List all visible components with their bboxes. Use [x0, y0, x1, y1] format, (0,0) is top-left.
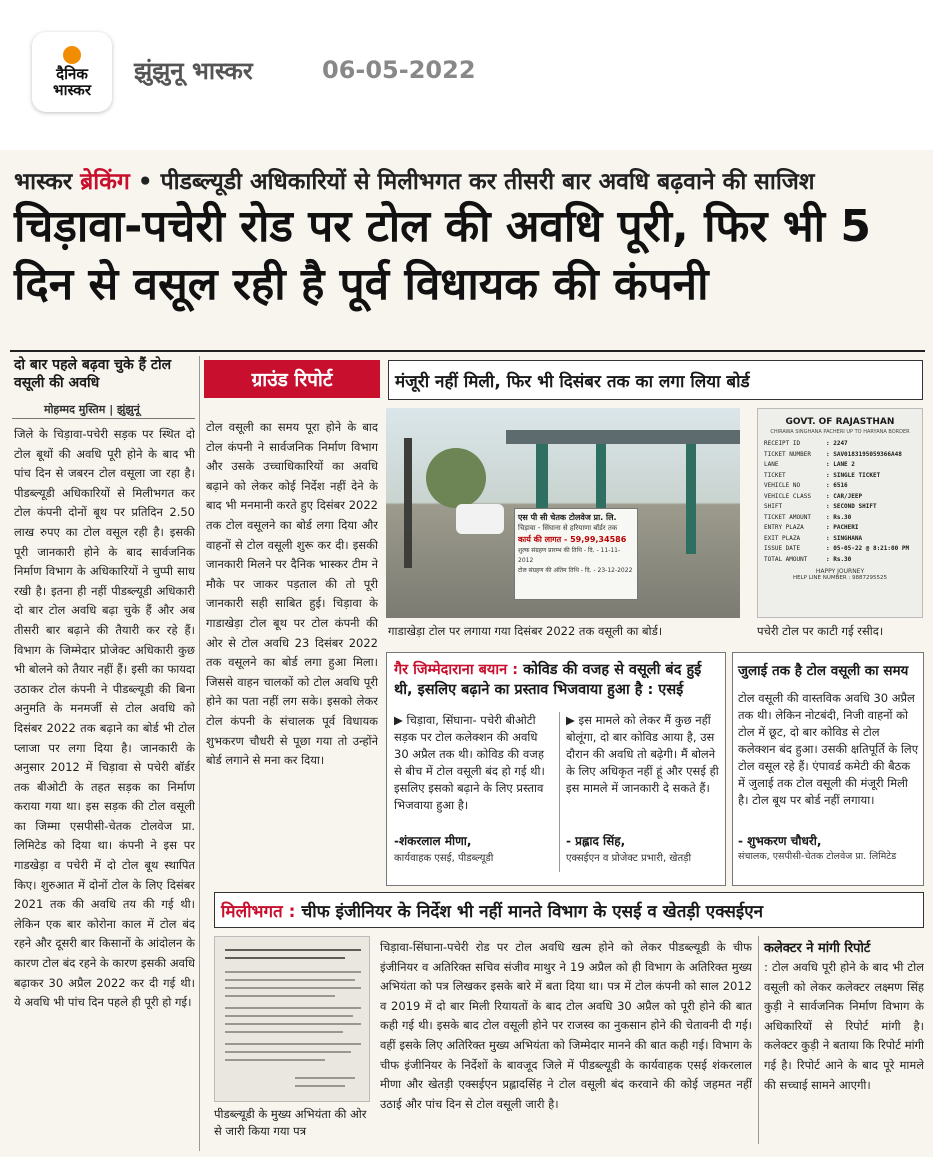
receipt-value: : 05-05-22 @ 8:21:00 PM	[826, 545, 910, 552]
kicker-text: • पीडब्ल्यूडी अधिकारियों से मिलीभगत कर तीसरी बार अवधि बढ़वाने की साजिश	[137, 169, 815, 195]
receipt-key: ISSUE DATE	[764, 545, 801, 552]
sign-line3: कार्य की लागत - 59,99,34586	[518, 535, 627, 544]
receipt-row	[758, 492, 922, 503]
receipt-row	[758, 523, 922, 534]
car	[456, 504, 504, 534]
receipt-helpline: HELP LINE NUMBER : 9887295525	[792, 575, 888, 581]
receipt-key: LANE	[764, 461, 779, 468]
receipt-value: : CAR/JEEP	[826, 492, 863, 500]
receipt-value: : Rs.30	[826, 555, 852, 563]
pole	[404, 438, 412, 568]
receipt-row	[758, 544, 922, 555]
statement-col-a: ▶ चिड़ावा, सिंघाना- पचेरी बीओटी सड़क पर टोल कलेक्शन की अवधि 30 अप्रैल तक थी। कोविड की वजह से बीच में टोल वसूली बंद हो गई थी। इसलिए इसको बढ़ाने के लिए प्रस्ताव भिजवाया हुआ है।	[394, 713, 545, 812]
receipt-key: VEHICLE CLASS	[764, 492, 811, 500]
receipt-value: : SAV0183195059366A48	[826, 450, 902, 458]
receipt-row	[758, 502, 922, 513]
statement-col-b: ▶ इस मामले को लेकर मैं कुछ नहीं बोलूंगा, दो बार कोविड आया है, उस दौरान की अवधि तो बढ़ेगी। मैं बोलने के लिए अधिकृत नहीं हूं और एसई ही इस मामले में जानकारी दे सकते हैं।	[566, 713, 719, 795]
side-headline: दो बार पहले बढ़वा चुके हैं टोल वसूली की अवधि	[14, 357, 172, 391]
toll-signboard	[514, 508, 638, 600]
logo-line1: दैनिक	[56, 65, 88, 83]
collector-body: : टोल अवधि पूरी होने के बाद भी टोल वसूली को लेकर कलेक्टर लक्ष्मण सिंह कुड़ी ने सार्वजनिक निर्माण विभाग के अधिकारियों से रिपोर्ट मांगी है। कलेक्टर कुड़ी ने बताया कि रिपोर्ट मांगी गई है। रिपोर्ट आने के बाद पूरे मामले की सच्चाई सामने आएगी।	[764, 960, 924, 1092]
toll-receipt-photo	[757, 408, 923, 618]
photo2-caption: पचेरी टोल पर काटी गई रसीद।	[757, 624, 884, 638]
receipt-value: : Rs.30	[826, 513, 852, 521]
col1-body: जिले के चिड़ावा-पचेरी सड़क पर स्थित दो टोल बूथों की अवधि पूरी होने के बाद भी पांच दिन से जबरन टोल वसूला जा रहा है। पीडब्ल्यूडी अधिकारियों से मिलीभगत कर टोल कंपनी दोनों बूथ पर प्रतिदिन 2.50 लाख रुपए का टोल वसूल रही है। इसकी पूरी जानकारी होने के बाद सार्वजनिक निर्माण विभाग के अधिकारियों ने चुप्पी साध रखी है। इतना ही नहीं पीडब्ल्यूडी अधिकारी दो बार टोल अवधि बढ़ा चुके हैं और अब तीसरी बार बढ़ाने की तैयारी कर रहे हैं। विभाग के जिम्मेदार प्रोजेक्ट अधिकारी कुछ भी बोलने को तैयार नहीं हैं। इसी का फायदा उठाकर टोल कंपनी ने पीडब्ल्यूडी की बिना अनुमति के मनमर्जी से टोल अवधि को दिसंबर 2022 तक बढ़ाने का बोर्ड भी टोल प्लाजा पर लगा दिया है। जानकारी के अनुसार 2012 में चिड़ावा से पचेरी बॉर्डर तक बीओटी के तहत सड़क का निर्माण कराया गया था। इस सड़क की टोल वसूली का जिम्मा एसपीसी-चेतक टोलवेज प्रा. लिमिटेड को दिया था। कंपनी ने इस पर गाडखेड़ा व पचेरी में दो टोल बूथ स्थापित किए। शुरुआत में दोनों टोल के लिए दिसंबर 2021 तक की अवधि तय की गई थी। लेकिन एक बार कोरोना काल में टोल बंद रहने और दूसरी बार किसानों के आंदोलन के कारण टोल बंद रहने के कारण इसकी अवधि बढ़ाकर 30 अप्रैल 2022 कर दी गई थी। ये अवधि भी पांच दिन पहले ही पूरी हो गई।	[14, 427, 195, 1010]
july-headline: जुलाई तक है टोल वसूली का समय	[738, 663, 909, 679]
statement-label: गैर जिम्मेदाराना बयान :	[394, 662, 518, 678]
receipt-key: VEHICLE NO	[764, 482, 801, 489]
receipt-row	[758, 450, 922, 461]
ground-report-badge: ग्राउंड रिपोर्ट	[204, 360, 380, 398]
receipt-row	[758, 481, 922, 492]
toll-plaza-photo	[386, 408, 740, 618]
receipt-key: TICKET	[764, 471, 786, 479]
sign-line4: शुल्क संग्रहण प्रारम्भ की तिथि - दि. - 11-11-2012	[518, 547, 621, 564]
brand-logo[interactable]	[32, 32, 112, 112]
edition-name[interactable]: झुंझुनू भास्कर	[134, 57, 253, 85]
receipt-key: EXIT PLAZA	[764, 534, 801, 542]
receipt-value: : 2247	[826, 440, 848, 447]
receipt-key: TICKET NUMBER	[764, 450, 811, 458]
july-body: टोल वसूली की वास्तविक अवधि 30 अप्रैल तक थी। लेकिन नोटबंदी, निजी वाहनों को टोल में छूट, दो बार कोविड से टोल कलेक्शन बंद हुआ। उसकी क्षतिपूर्ति के लिए टोल वसूल रहे हैं। एंपावर्ड कमेटी की बैठक में जुलाई तक टोल वसूली की मंजूरी मिली है। टोल बूथ पर बोर्ड नहीं लगाया।	[738, 691, 919, 807]
receipt-row	[758, 439, 922, 450]
receipt-value: : LANE 2	[826, 461, 855, 468]
divider	[12, 418, 195, 419]
receipt-value: : SINGHANA	[826, 534, 863, 542]
photo1-caption: गाडाखेड़ा टोल पर लगाया गया दिसंबर 2022 तक वसूली का बोर्ड।	[388, 624, 663, 638]
statement-col-b-role: एक्सईएन व प्रोजेक्ट प्रभारी, खेतड़ी	[566, 853, 692, 864]
collusion-body: चिड़ावा-सिंघाना-पचेरी रोड पर टोल अवधि खत्म होने को लेकर पीडब्ल्यूडी के चीफ इंजीनियर व अतिरिक्त सचिव संजीव माथुर ने 19 अप्रैल को ही विभाग के अतिरिक्त मुख्य अभियंता को पत्र लिखकर इसके बारे में बता दिया था। पत्र में टोल कंपनी को साल 2012 व 2019 में दो बार मिली रियायतों के बाद टोल अवधि 30 अप्रैल को पूरी होने की बात कही गई थी। इसके बाद टोल वसूली होने पर राजस्व का नुकसान होने की चेतावनी दी गई। वहीं इसके लिए अतिरिक्त मुख्य अभियंता को जिम्मेदार मानने की बात कही गई। विभाग के चीफ इंजीनियर के निर्देशों के बावजूद जिले में पीडब्ल्यूडी के कार्यवाहक एसई शंकरलाल मीणा और खेतड़ी एक्सईएन प्रह्लादसिंह ने टोल वसूली बंद करवाने की कोई जहमत नहीं उठाई और पांच दिन से टोल वसूली जारी है।	[380, 940, 752, 1111]
receipt-value: : SINGLE TICKET	[826, 471, 881, 479]
statement-head: कोविड की वजह से वसूली बंद हुई थी, इसलिए बढ़ाने का प्रस्ताव भिजवाया हुआ है : एसई	[394, 662, 702, 698]
edition-date: 06-05-2022	[322, 56, 476, 84]
receipt-title: GOVT. OF RAJASTHAN	[785, 417, 895, 427]
statement-col-b-signature: - प्रह्लाद सिंह,	[566, 834, 626, 848]
collusion-label: मिलीभगत :	[221, 901, 296, 922]
receipt-key: RECEIPT ID	[764, 440, 801, 447]
receipt-key: ENTRY PLAZA	[764, 524, 804, 531]
statement-col-a-signature: -शंकरलाल मीणा,	[394, 834, 472, 848]
july-role: संचालक, एसपीसी-चेतक टोलवेज प्रा. लिमिटेड	[738, 851, 897, 862]
kicker-brand: भास्कर	[14, 169, 73, 195]
kicker	[14, 164, 814, 196]
receipt-rows	[758, 439, 922, 565]
receipt-row	[758, 471, 922, 482]
headline-rule	[10, 350, 925, 352]
statement-col-a-role: कार्यवाहक एसई, पीडब्ल्यूडी	[394, 853, 494, 864]
divider	[559, 712, 560, 872]
collusion-headline	[214, 892, 924, 928]
receipt-key: TOTAL AMOUNT	[764, 555, 808, 563]
receipt-row	[758, 513, 922, 524]
receipt-value: : 6516	[826, 482, 848, 489]
receipt-row	[758, 460, 922, 471]
toll-pillar	[686, 444, 696, 554]
byline: मोहम्मद मुस्तिम | झुंझुनूं	[44, 403, 140, 416]
receipt-key: SHIFT	[764, 503, 783, 510]
tree	[426, 448, 486, 508]
column-divider	[199, 356, 200, 1151]
receipt-footer: HAPPY JOURNEY	[815, 568, 865, 575]
collector-headline: कलेक्टर ने मांगी रिपोर्ट	[764, 941, 871, 956]
receipt-value: : SECOND SHIFT	[826, 503, 877, 510]
collusion-head: चीफ इंजीनियर के निर्देश भी नहीं मानते विभाग के एसई व खेतड़ी एक्सईएन	[301, 901, 764, 922]
sign-line2: चिड़ावा - सिंघाना से हरियाणा बॉर्डर तक	[518, 524, 618, 532]
pwd-letter-image	[214, 936, 370, 1102]
headline: चिड़ावा-पचेरी रोड पर टोल की अवधि पूरी, फिर भी 5 दिन से वसूल रही है पूर्व विधायक की कंपनी	[14, 201, 871, 310]
receipt-row	[758, 555, 922, 566]
july-signature: - शुभकरण चौधरी,	[738, 834, 822, 848]
sign-line5: टोल संग्रहण की अंतिम तिथि - दि. - 23-12-2022	[518, 567, 633, 574]
receipt-subtitle: CHIRAWA SINGHANA PACHERI UP TO HARYANA BORDER	[770, 429, 910, 435]
receipt-row	[758, 534, 922, 545]
photo-headline: मंजूरी नहीं मिली, फिर भी दिसंबर तक का लगा लिया बोर्ड	[388, 360, 923, 400]
divider	[758, 936, 759, 1144]
receipt-value: : PACHERI	[826, 524, 859, 531]
statement-headline	[394, 660, 720, 704]
receipt-key: TICKET AMOUNT	[764, 513, 811, 521]
kicker-breaking: ब्रेकिंग	[80, 169, 130, 195]
logo-line2: भास्कर	[53, 81, 91, 99]
sun-icon	[63, 46, 81, 64]
letter-caption: पीडब्ल्यूडी के मुख्य अभियंता की ओर से जारी किया गया पत्र	[214, 1107, 367, 1138]
col2-body: टोल वसूली का समय पूरा होने के बाद टोल कंपनी ने सार्वजनिक निर्माण विभाग और उसके उच्चाधिकारियों का अवधि बढ़ाने को लेकर कोई निर्देश नहीं देने के बाद भी मनमानी करते हुए दिसंबर 2022 तक टोल वसूलने का बोर्ड लगा दिया और वाहनों से टोल वसूली शुरू कर दी। इसकी जानकारी मिलने पर दैनिक भास्कर टीम ने मौके पर जाकर पड़ताल की तो पूरी जानकारी सही साबित हुई। चिड़ावा के गाडाखेड़ा टोल बूथ पर टोल कंपनी की ओर से टोल अवधि 23 दिसंबर 2022 तक वसूलने का बोर्ड लगा हुआ मिला। जिससे वाहन चालकों को टोल अवधि पूरी होने का पता नहीं लग सके। इसको लेकर टोल कंपनी के संचालक पूर्व विधायक शुभकरण चौधरी से पूछा गया तो उन्होंने बोर्ड लगाने से मना कर दिया।	[206, 420, 378, 768]
sign-line1: एस पी सी चेतक टोलवेज प्रा. लि.	[518, 513, 617, 522]
toll-canopy	[506, 430, 740, 444]
